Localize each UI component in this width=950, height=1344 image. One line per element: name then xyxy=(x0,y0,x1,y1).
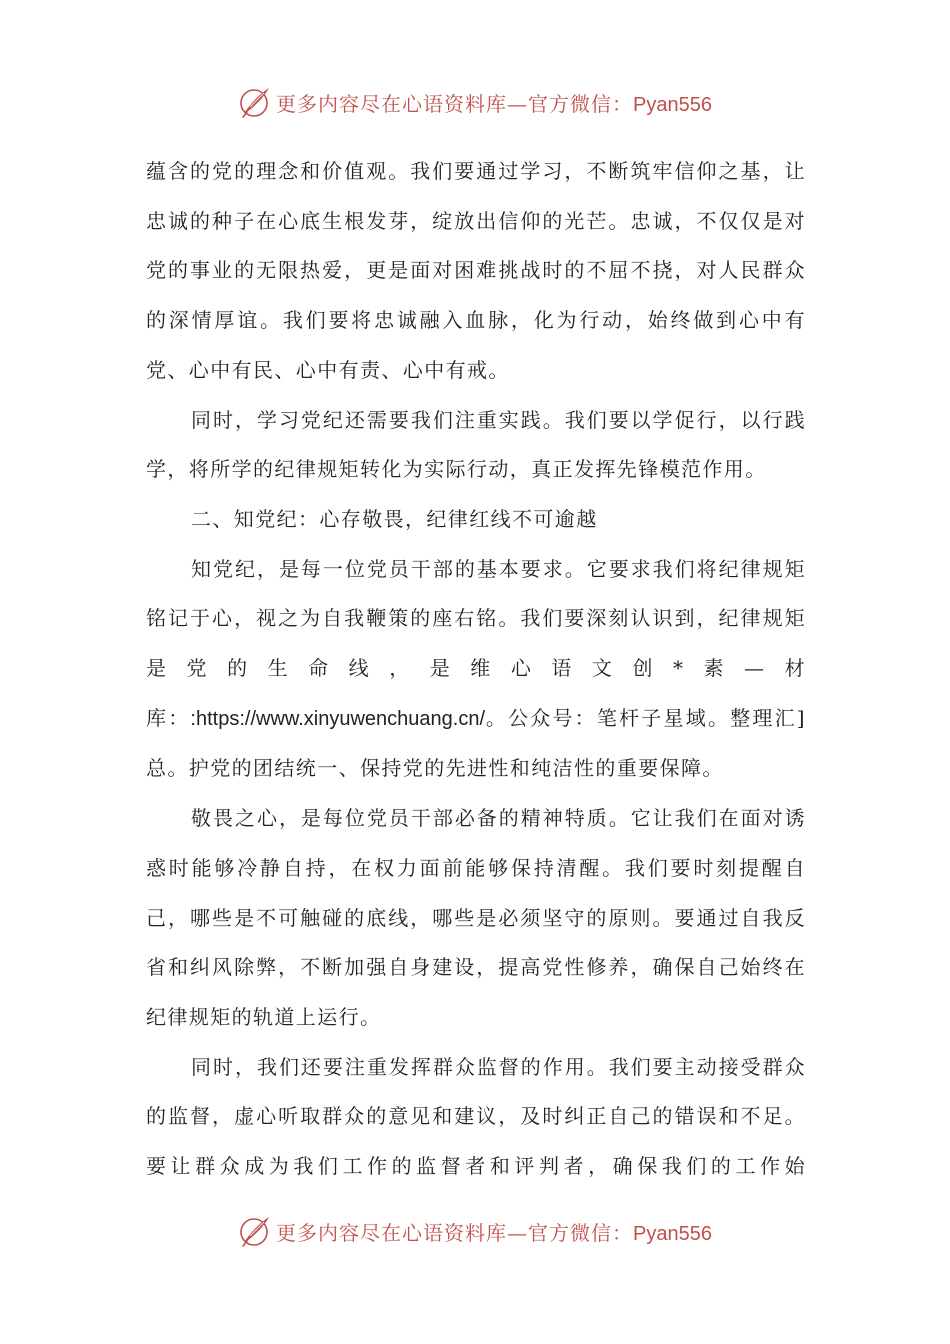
header-wechat-id: Pyan556 xyxy=(633,93,712,116)
header-banner-text: 更多内容尽在心语资料库—官方微信：Pyan556 xyxy=(276,91,712,116)
paragraph-know-discipline: 知党纪，是每一位党员干部的基本要求。它要求我们将纪律规矩铭记于心，视之为自我鞭策的座右铭。我们要深刻认识到，纪律规矩是党的生命线，是维心语文创*素—材库：:https://www.xinyuwenchuang.cn/。公众号：笔杆子星域。整理汇]总。护党的团结统一、保持党的先进性和纯洁性的重要保障。 xyxy=(146,556,806,781)
website-url-text: :https://www.xinyuwenchuang.cn/ xyxy=(190,707,486,730)
quill-pen-logo-icon xyxy=(238,1214,272,1248)
paragraph-supervision: 同时，我们还要注重发挥群众监督的作用。我们要主动接受群众的监督，虚心听取群众的意见和建议，及时纠正自己的错误和不足。要让群众成为我们工作的监督者和评判者，确保我们的工作始 xyxy=(146,1054,806,1179)
section-heading-know-discipline: 二、知党纪：心存敬畏，纪律红线不可逾越 xyxy=(191,506,598,531)
header-banner xyxy=(0,80,950,124)
footer-banner xyxy=(0,1209,950,1253)
quill-pen-logo-icon xyxy=(238,85,272,119)
document-body xyxy=(146,147,806,1192)
footer-banner-text: 更多内容尽在心语资料库—官方微信：Pyan556 xyxy=(276,1220,712,1245)
paragraph-loyalty: 蕴含的党的理念和价值观。我们要通过学习，不断筑牢信仰之基，让忠诚的种子在心底生根发芽，绽放出信仰的光芒。忠诚，不仅仅是对党的事业的无限热爱，更是面对困难挑战时的不屈不挠，对人民群众的深情厚谊。我们要将忠诚融入血脉，化为行动，始终做到心中有党、心中有民、心中有责、心中有戒。 xyxy=(146,159,806,382)
paragraph-practice: 同时，学习党纪还需要我们注重实践。我们要以学促行，以行践学，将所学的纪律规矩转化为实际行动，真正发挥先锋模范作用。 xyxy=(146,407,806,482)
footer-wechat-id: Pyan556 xyxy=(633,1222,712,1245)
paragraph-reverence: 敬畏之心，是每位党员干部必备的精神特质。它让我们在面对诱惑时能够冷静自持，在权力面前能够保持清醒。我们要时刻提醒自己，哪些是不可触碰的底线，哪些是必须坚守的原则。要通过自我反省和纠风除弊，不断加强自身建设，提高党性修养，确保自己始终在纪律规矩的轨道上运行。 xyxy=(146,806,806,1029)
